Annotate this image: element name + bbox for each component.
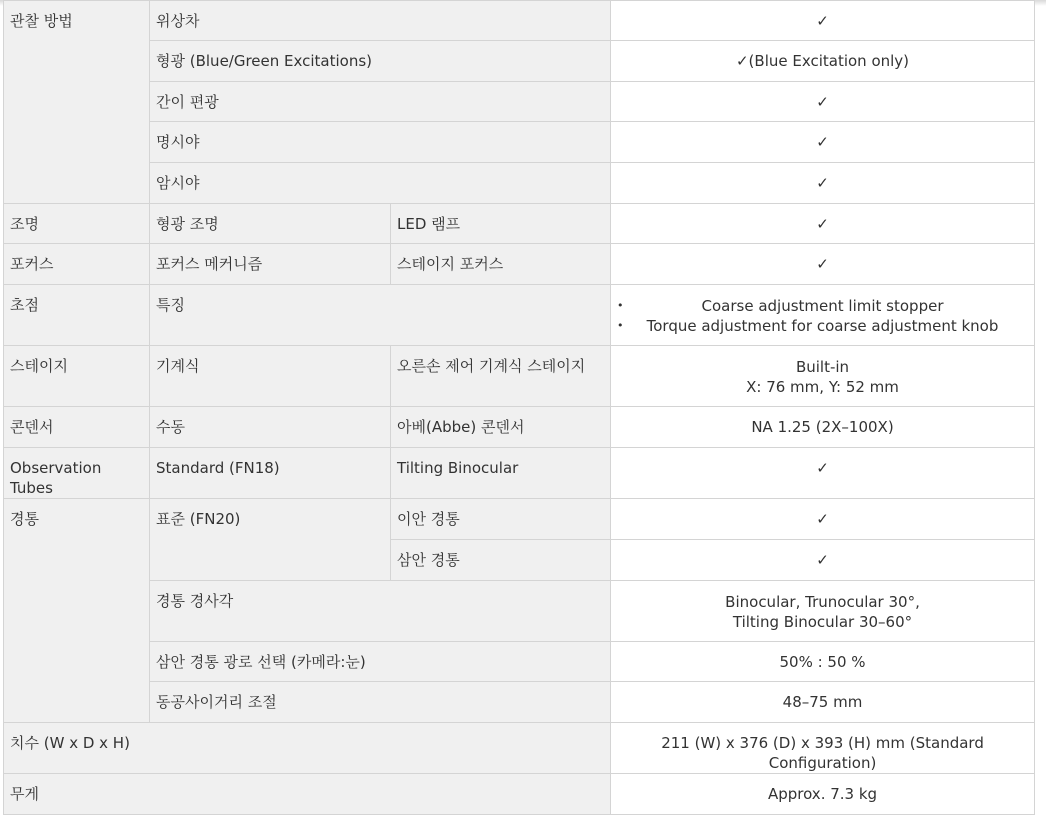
- value-line: X: 76 mm, Y: 52 mm: [746, 378, 899, 396]
- cell-sub: 삼안 경통 광로 선택 (카메라:눈): [150, 642, 611, 682]
- cell-value: ✓: [611, 1, 1035, 41]
- table-row: [4, 581, 1035, 642]
- cell-value: [611, 285, 1035, 346]
- row-label-weight: 무게: [4, 774, 611, 815]
- spec-table: [3, 0, 1035, 815]
- table-row: [4, 774, 1035, 815]
- cell-value: ✓: [611, 82, 1035, 122]
- table-row: [4, 41, 1035, 82]
- cell-value: 48–75 mm: [611, 682, 1035, 723]
- cell-sub: 특징: [150, 285, 611, 346]
- row-label-observation-tubes: Observation Tubes: [4, 448, 150, 499]
- cell-value: NA 1.25 (2X–100X): [611, 407, 1035, 448]
- row-label-observation: 관찰 방법: [4, 1, 150, 204]
- table-row: [4, 82, 1035, 122]
- value-line: Binocular, Trunocular 30°,: [725, 593, 920, 611]
- table-row: [4, 407, 1035, 448]
- cell-value: ✓: [611, 204, 1035, 244]
- cell-value: [611, 346, 1035, 407]
- table-row: [4, 244, 1035, 285]
- cell-sub: 암시야: [150, 163, 611, 204]
- cell-sub: Standard (FN18): [150, 448, 391, 499]
- cell-value: Approx. 7.3 kg: [611, 774, 1035, 815]
- table-row: [4, 1, 1035, 41]
- cell-value: 50% : 50 %: [611, 642, 1035, 682]
- table-row: [4, 682, 1035, 723]
- table-row: [4, 723, 1035, 774]
- table-row: [4, 346, 1035, 407]
- table-row: [4, 163, 1035, 204]
- list-item: • Coarse adjustment limit stopper: [617, 296, 1028, 316]
- cell-sub: 명시야: [150, 122, 611, 163]
- cell-sub: 경통 경사각: [150, 581, 611, 642]
- row-label-condenser: 콘덴서: [4, 407, 150, 448]
- cell-sub: 간이 편광: [150, 82, 611, 122]
- cell-sub: 기계식: [150, 346, 391, 407]
- row-label-tube: 경통: [4, 499, 150, 723]
- cell-sub: 표준 (FN20): [150, 499, 391, 581]
- cell-sub: 형광 (Blue/Green Excitations): [150, 41, 611, 82]
- row-label-focus: 포커스: [4, 244, 150, 285]
- row-label-focal: 초점: [4, 285, 150, 346]
- table-row: [4, 499, 1035, 540]
- cell-value: ✓(Blue Excitation only): [611, 41, 1035, 82]
- table-row: [4, 204, 1035, 244]
- cell-detail: 스테이지 포커스: [391, 244, 611, 285]
- cell-value: ✓: [611, 163, 1035, 204]
- table-row: [4, 122, 1035, 163]
- row-label-stage: 스테이지: [4, 346, 150, 407]
- cell-sub: 형광 조명: [150, 204, 391, 244]
- table-row: [4, 642, 1035, 682]
- cell-sub: 위상차: [150, 1, 611, 41]
- table-row: [4, 448, 1035, 499]
- cell-detail: 이안 경통: [391, 499, 611, 540]
- cell-value: ✓: [611, 499, 1035, 540]
- cell-sub: 포커스 메커니즘: [150, 244, 391, 285]
- cell-value: [611, 581, 1035, 642]
- list-item: • Torque adjustment for coarse adjustment knob: [617, 316, 1028, 336]
- feature-list: [617, 296, 1028, 336]
- cell-detail: 아베(Abbe) 콘덴서: [391, 407, 611, 448]
- cell-value: ✓: [611, 122, 1035, 163]
- cell-detail: LED 램프: [391, 204, 611, 244]
- row-label-dimensions: 치수 (W x D x H): [4, 723, 611, 774]
- cell-value: 211 (W) x 376 (D) x 393 (H) mm (Standard Configuration): [611, 723, 1035, 774]
- cell-detail: 삼안 경통: [391, 540, 611, 581]
- table-row: [4, 285, 1035, 346]
- value-line: Tilting Binocular 30–60°: [732, 613, 913, 631]
- cell-value: ✓: [611, 244, 1035, 285]
- cell-value: ✓: [611, 448, 1035, 499]
- cell-sub: 수동: [150, 407, 391, 448]
- cell-value: ✓: [611, 540, 1035, 581]
- cell-detail: 오른손 제어 기계식 스테이지: [391, 346, 611, 407]
- value-line: Built-in: [795, 358, 850, 376]
- row-label-illumination: 조명: [4, 204, 150, 244]
- cell-sub: 동공사이거리 조절: [150, 682, 611, 723]
- cell-detail: Tilting Binocular: [391, 448, 611, 499]
